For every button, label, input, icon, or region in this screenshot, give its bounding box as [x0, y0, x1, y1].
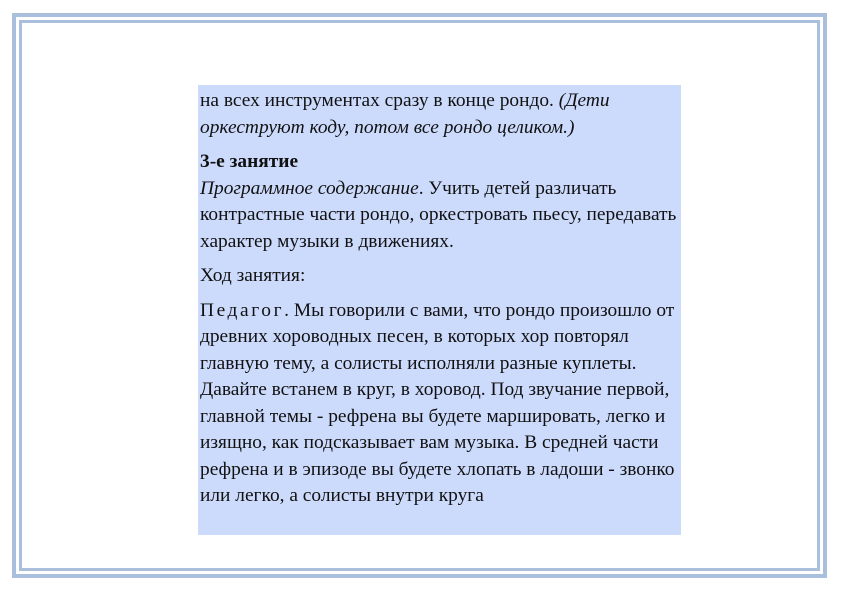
lesson-heading: 3-е занятие	[200, 151, 299, 172]
paragraph-teacher-speech	[200, 298, 680, 510]
speaker-label: Педагог	[200, 299, 285, 321]
paragraph-program	[200, 176, 680, 256]
intro-italic-note: (Дети оркеструют коду, потом все рондо целиком.)	[200, 90, 610, 138]
program-text: . Учить детей различать контрастные части рондо, оркестровать пьесу, передавать характер музыки в движениях.	[200, 177, 677, 252]
paragraph-intro	[200, 88, 680, 141]
text-block	[198, 85, 681, 535]
program-label: Программное содержание	[200, 177, 419, 199]
lesson-progress-label: Ход занятия:	[200, 265, 306, 286]
intro-text: на всех инструментах сразу в конце рондо.	[200, 90, 559, 111]
teacher-speech-text: . Мы говорили с вами, что рондо произошло от древних хороводных песен, в которых хор повторял главную тему, а солисты исполняли разные куплеты. Давайте встанем в круг, в хоровод. Под звучание первой, главной темы - рефрена вы будете маршировать, легко и изящно, как подсказывает вам музыка. В средней части рефрена и в эпизоде вы будете хлопать в ладоши - звонко или легко, а солисты внутри круга	[200, 299, 675, 506]
